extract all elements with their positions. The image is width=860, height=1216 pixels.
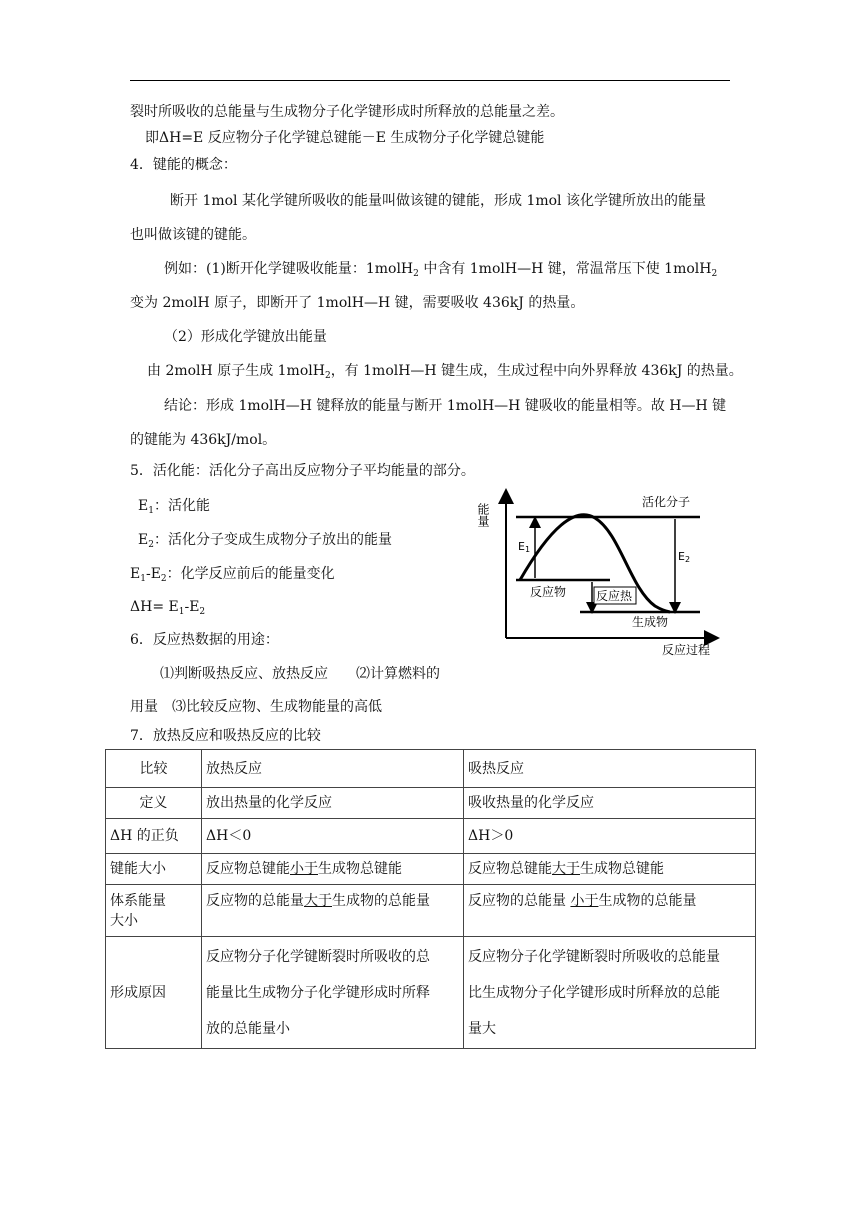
- paragraph-line: 的键能为 436kJ/mol。: [130, 432, 277, 448]
- table-row: [106, 937, 756, 1049]
- e1-label: [518, 540, 530, 554]
- text: 生成物的总能量: [598, 893, 697, 909]
- activated-label: 活化分子: [642, 495, 691, 509]
- text: 中含有 1molH—H 键，常温常压下使 1molH: [423, 261, 712, 277]
- delta-h-formula: 即ΔH=E 反应物分子化学键总键能－E 生成物分子化学键总键能: [145, 130, 545, 146]
- text: 比生成物分子化学键形成时所释放的总能: [468, 984, 720, 1001]
- underlined-text: 大于: [552, 861, 580, 877]
- section-6-heading: 6．反应热数据的用途：: [130, 632, 279, 648]
- e1-definition: [138, 496, 210, 521]
- e2-label: [678, 550, 690, 564]
- subscript: 2: [711, 269, 718, 279]
- table-cell: 放出热量的化学反应: [202, 788, 464, 819]
- paragraph-line: 断开 1mol 某化学键所吸收的能量叫做该键的键能，形成 1mol 该化学键所放出的能量: [170, 193, 706, 209]
- text: ：活化能: [153, 498, 210, 514]
- subscript: 2: [324, 371, 331, 381]
- text: E: [130, 566, 141, 582]
- text: 反应物的总能量: [206, 893, 304, 909]
- underlined-text: 小于: [290, 861, 318, 877]
- text: 反应物总键能: [206, 861, 290, 877]
- table-row: [106, 788, 756, 819]
- paragraph-line: 裂时所吸收的总能量与生成物分子化学键形成时所释放的总能量之差。: [130, 104, 564, 120]
- text: ：化学反应前后的能量变化: [166, 566, 335, 582]
- product-label: 生成物: [632, 615, 669, 629]
- energy-diagram: [476, 488, 720, 660]
- conclusion-line: 结论：形成 1molH—H 键释放的能量与断开 1molH—H 键吸收的能量相等。故 H—H 键: [164, 398, 727, 414]
- subscript: 2: [160, 574, 167, 584]
- paragraph-line: [147, 361, 743, 386]
- text: E: [138, 498, 149, 514]
- text: 能量比生成物分子化学键形成时所释: [206, 984, 430, 1001]
- table-row: [106, 819, 756, 854]
- table-cell: ΔH 的正负: [106, 819, 202, 854]
- reactant-label: 反应物: [530, 585, 567, 599]
- paragraph-line: 用量 ⑶比较反应物、生成物能量的高低: [130, 699, 382, 715]
- table-cell: 吸收热量的化学反应: [464, 788, 756, 819]
- heat-label: 反应热: [596, 589, 633, 603]
- table-cell: [464, 937, 756, 1049]
- e2-text: E: [678, 550, 685, 563]
- header-cell: 放热反应: [202, 750, 464, 788]
- text: 量大: [468, 1020, 496, 1037]
- subscript: 1: [140, 574, 146, 584]
- comparison-table: [105, 749, 756, 1049]
- table-cell: [202, 885, 464, 937]
- subscript: 2: [199, 607, 206, 617]
- e2-sub: 2: [684, 555, 691, 564]
- paragraph-line: （2）形成化学键放出能量: [164, 329, 327, 345]
- e1-e2-definition: [130, 564, 335, 589]
- table-cell: [464, 885, 756, 937]
- table-cell: [202, 854, 464, 885]
- table-cell: ΔH＜0: [202, 819, 464, 854]
- y-axis-label: 能量: [476, 503, 490, 527]
- text: ，有 1molH—H 键生成，生成过程中向外界释放 436kJ 的热量。: [330, 363, 743, 379]
- text: 由 2molH 原子生成 1molH: [147, 363, 325, 379]
- header-rule: [130, 80, 730, 81]
- delta-h-equation: [130, 597, 205, 622]
- example-line: [164, 259, 717, 284]
- text: -E: [145, 566, 161, 582]
- text: -E: [184, 599, 200, 615]
- text: 反应物总键能: [468, 861, 552, 877]
- table-row: [106, 854, 756, 885]
- text: 生成物总键能: [580, 861, 664, 877]
- header-cell: 比较: [106, 750, 202, 788]
- table-header-row: [106, 750, 756, 788]
- table-row: [106, 885, 756, 937]
- text: 生成物的总能量: [332, 893, 430, 909]
- paragraph-line: ⑴判断吸热反应、放热反应 ⑵计算燃料的: [160, 666, 440, 682]
- text: E: [138, 532, 149, 548]
- subscript: 2: [148, 540, 154, 550]
- table-cell: ΔH＞0: [464, 819, 756, 854]
- subscript: 2: [413, 269, 419, 279]
- underlined-text: 小于: [570, 893, 599, 909]
- table-cell: [464, 854, 756, 885]
- table-cell: 定义: [106, 788, 202, 819]
- section-4-heading: 4．键能的概念：: [130, 157, 237, 173]
- e2-definition: [138, 530, 392, 555]
- e1-text: E: [518, 540, 525, 553]
- text: 反应物分子化学键断裂时所吸收的总能量: [468, 948, 720, 965]
- section-5-heading: 5．活化能：活化分子高出反应物分子平均能量的部分。: [130, 463, 475, 479]
- text: ：活化分子变成生成物分子放出的能量: [153, 532, 392, 548]
- text: 反应物分子化学键断裂时所吸收的总: [206, 948, 430, 965]
- table-cell: [202, 937, 464, 1049]
- underlined-text: 大于: [304, 893, 332, 909]
- table-cell: [106, 885, 202, 937]
- subscript: 1: [178, 607, 185, 617]
- text: 放的总能量小: [206, 1020, 290, 1037]
- energy-diagram-svg: [476, 488, 720, 660]
- text: 反应物的总能量: [468, 893, 571, 909]
- table-cell: 键能大小: [106, 854, 202, 885]
- section-7-heading: 7．放热反应和吸热反应的比较: [130, 728, 321, 744]
- x-axis-label: 反应过程: [662, 643, 711, 657]
- text: 生成物总键能: [318, 861, 402, 877]
- paragraph-line: 变为 2molH 原子，即断开了 1molH—H 键，需要吸收 436kJ 的热量。: [130, 295, 585, 311]
- e1-sub: 1: [524, 545, 531, 554]
- text: 例如：(1)断开化学键吸收能量：1molH: [164, 261, 414, 277]
- text: 体系能量: [110, 893, 166, 909]
- text: 大小: [110, 913, 138, 929]
- table-cell: 形成原因: [106, 937, 202, 1049]
- text: ΔH= E: [130, 599, 179, 615]
- subscript: 1: [148, 506, 154, 516]
- paragraph-line: 也叫做该键的键能。: [130, 227, 256, 243]
- header-cell: 吸热反应: [464, 750, 756, 788]
